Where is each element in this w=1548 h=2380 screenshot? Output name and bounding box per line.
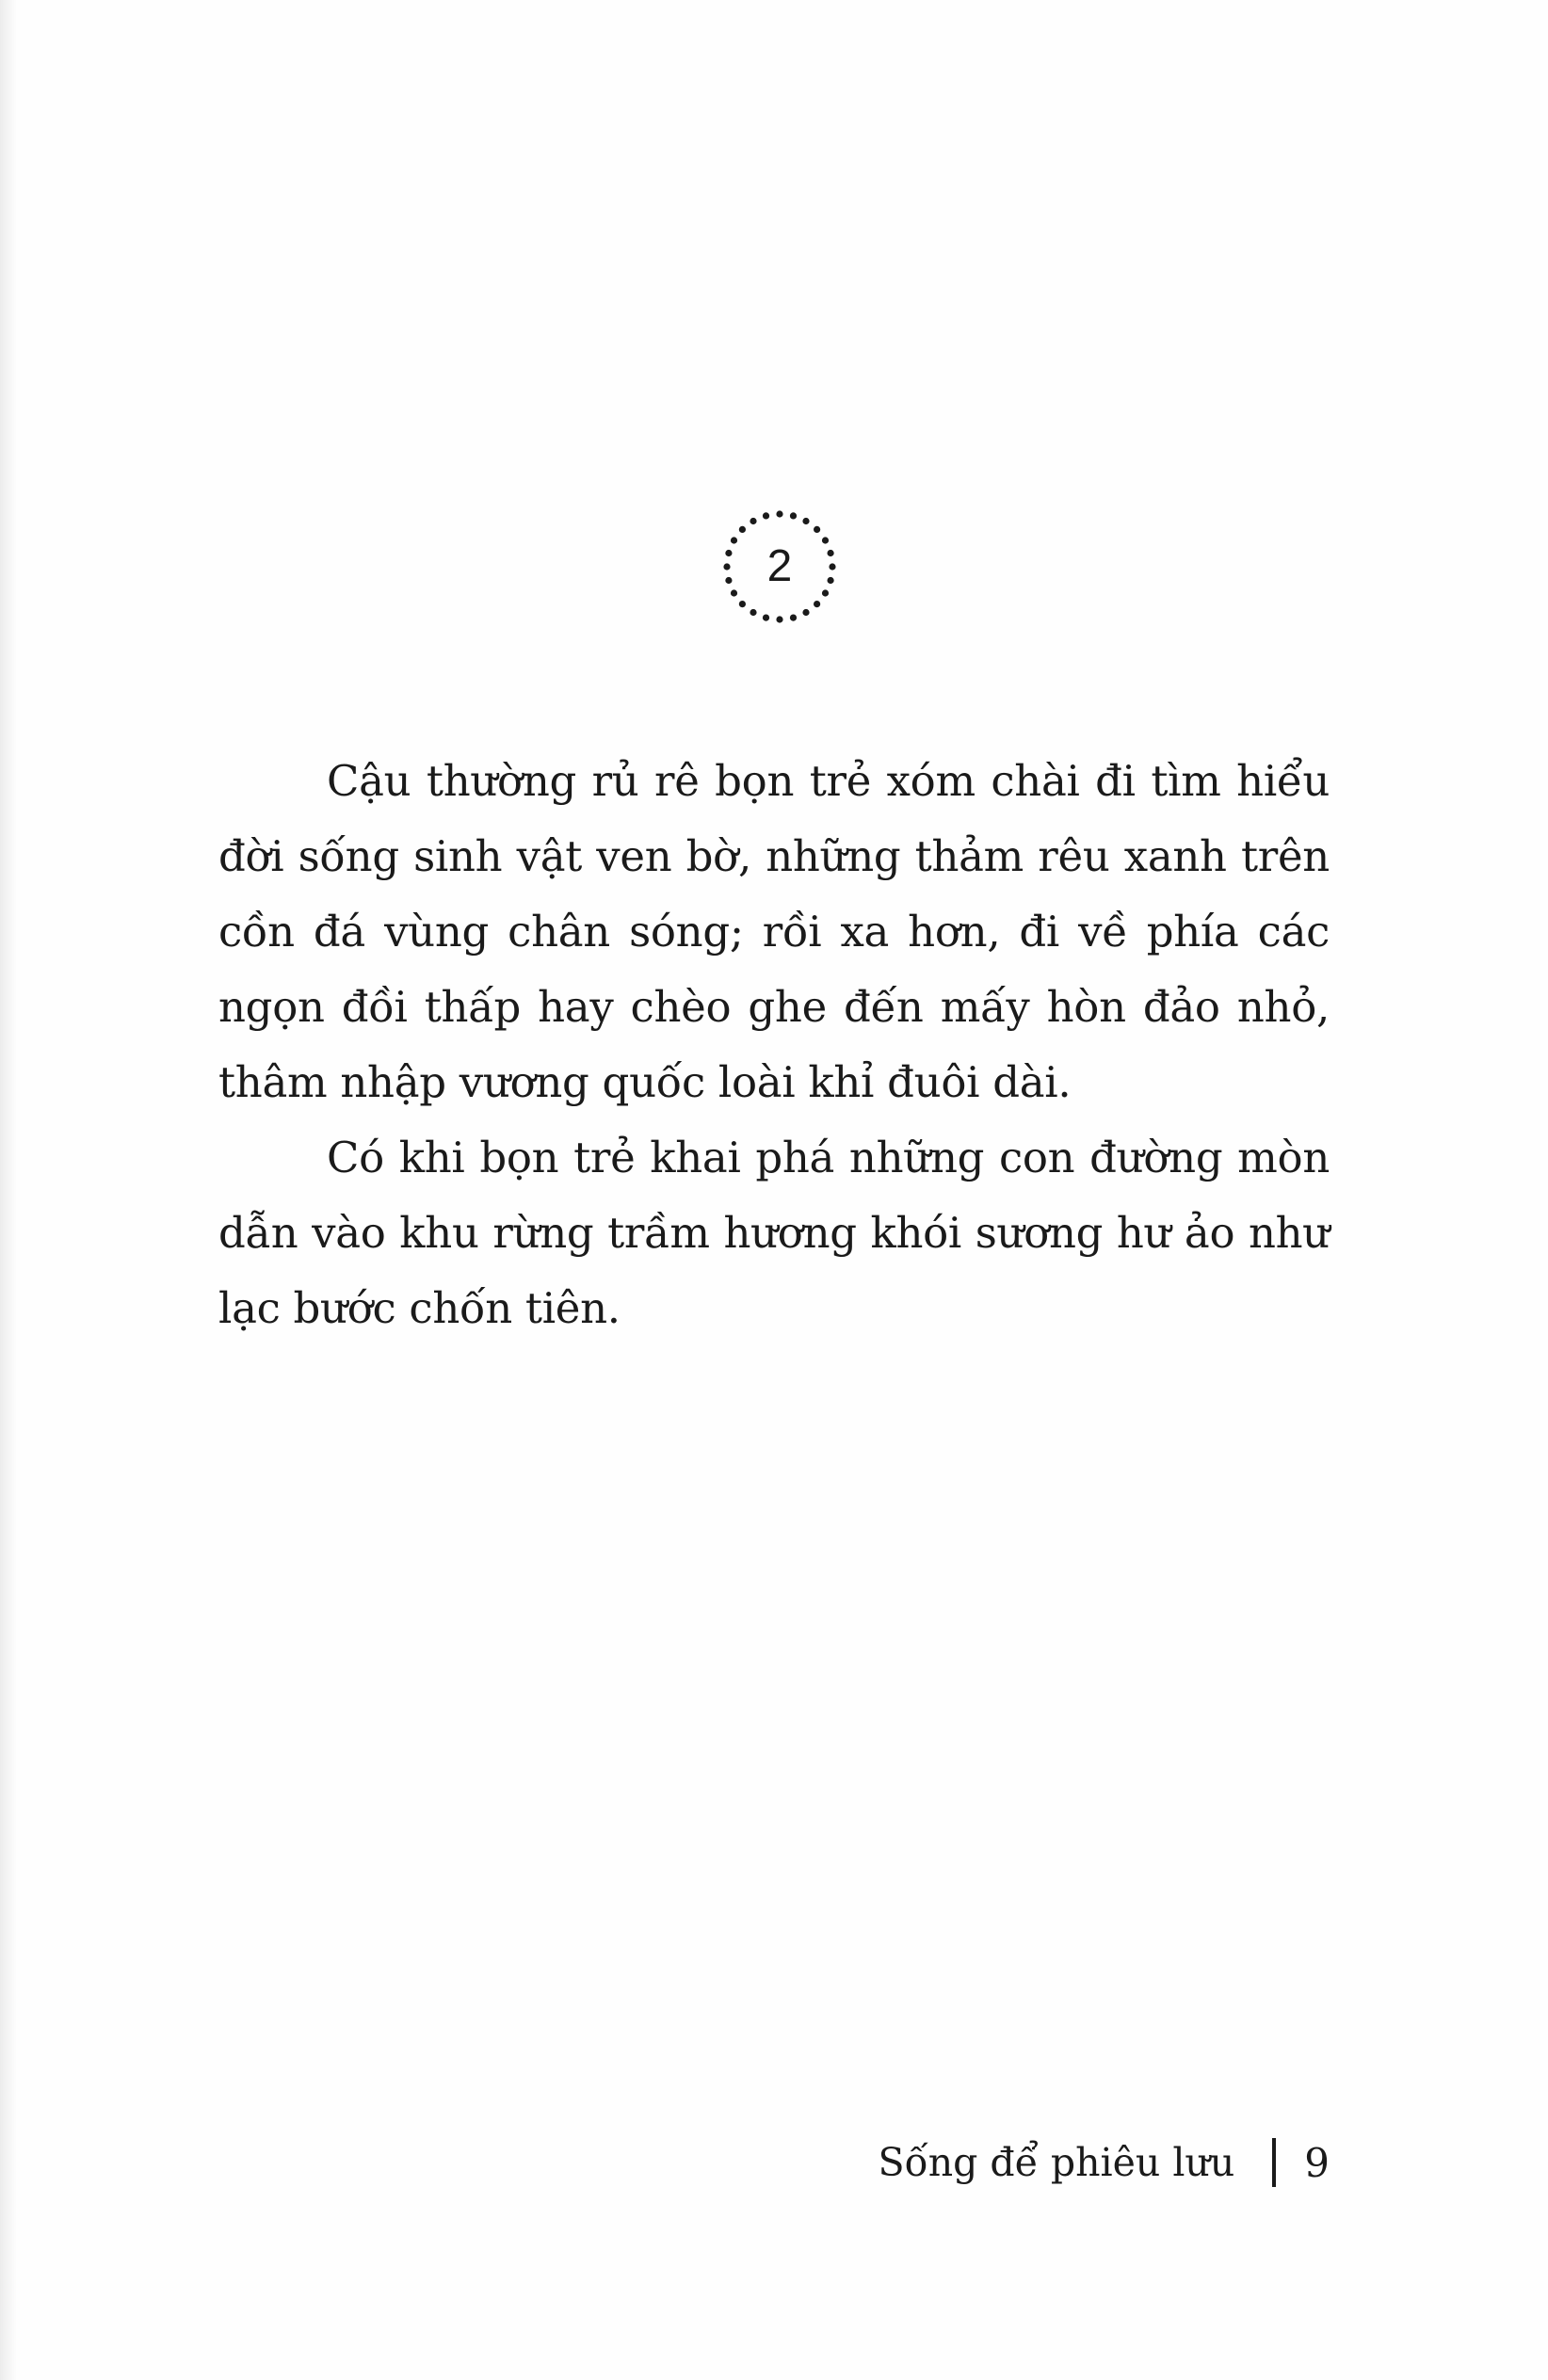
running-title: Sống để phiêu lưu	[878, 2140, 1235, 2185]
body-text	[218, 744, 1330, 1346]
page-footer	[879, 2130, 1330, 2195]
chapter-number: 2	[766, 541, 793, 591]
page-edge-shadow	[0, 0, 17, 2380]
footer-divider	[1272, 2138, 1276, 2187]
chapter-marker	[714, 501, 846, 633]
page-number: 9	[1304, 2139, 1330, 2186]
paragraph: Có khi bọn trẻ khai phá những con đường mòn dẫn vào khu rừng trầm hương khói sương hư ảo như lạc bước chốn tiên.	[218, 1133, 1330, 1333]
paragraph: Cậu thường rủ rê bọn trẻ xóm chài đi tìm hiểu đời sống sinh vật ven bờ, những thảm rêu xanh trên cồn đá vùng chân sóng; rồi xa hơn, đi về phía các ngọn đồi thấp hay chèo ghe đến mấy hòn đảo nhỏ, thâm nhập vương quốc loài khỉ đuôi dài.	[218, 756, 1330, 1107]
